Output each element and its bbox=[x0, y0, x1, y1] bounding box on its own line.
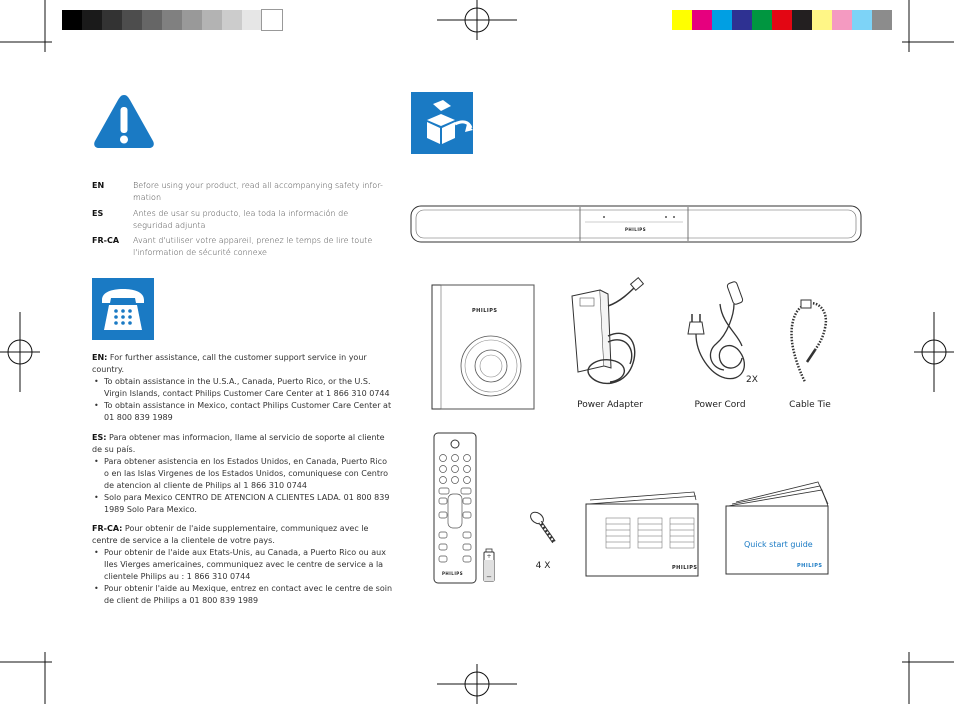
color-swatch bbox=[162, 10, 182, 30]
svg-text:+: + bbox=[486, 553, 492, 560]
battery-image bbox=[483, 548, 495, 582]
power-cord-label: Power Cord bbox=[694, 400, 746, 410]
power-adapter-label: Power Adapter bbox=[577, 400, 643, 410]
support-heading: Para obtener mas informacion, llame al servicio de soporte al cliente de su país. bbox=[92, 433, 385, 454]
lang-code: FR-CA: bbox=[92, 524, 123, 533]
support-list bbox=[92, 547, 392, 607]
subwoofer-image bbox=[431, 284, 535, 412]
list-item: • To obtain assistance in the U.S.A., Canada, Puerto Rico, or the U.S. Virgin Islands, contact Philips Customer Care Center at 1 866 310 0744 bbox=[104, 376, 392, 400]
color-swatch bbox=[672, 10, 692, 30]
color-swatch bbox=[772, 10, 792, 30]
telephone-icon bbox=[92, 278, 154, 340]
support-en bbox=[92, 352, 392, 424]
color-swatch bbox=[82, 10, 102, 30]
lang-code: FR-CA bbox=[92, 236, 120, 245]
color-swatch bbox=[142, 10, 162, 30]
cable-tie-label: Cable Tie bbox=[789, 400, 831, 410]
soundbar-image bbox=[410, 204, 862, 244]
lang-code: ES bbox=[92, 209, 104, 218]
power-adapter-image bbox=[560, 276, 660, 396]
soundbar-brand: PHILIPS bbox=[625, 227, 647, 232]
color-swatch bbox=[852, 10, 872, 30]
safety-text: Avant d'utiliser votre appareil, prenez le temps de lire toute l'information de sécurité connexe bbox=[133, 236, 373, 257]
list-item: • Para obtener asistencia en los Estados Unidos, en Canada, Puerto Rico o en las Islas Virgenes de los Estados Unidos, comuniquese con Centro de atencion al cliente de Philips al 1 866 310 0744 bbox=[104, 456, 392, 492]
color-swatch bbox=[262, 10, 282, 30]
color-swatch bbox=[732, 10, 752, 30]
color-swatch bbox=[792, 10, 812, 30]
color-swatch bbox=[102, 10, 122, 30]
power-cord-qty: 2X bbox=[746, 375, 758, 385]
color-swatch bbox=[242, 10, 262, 30]
color-swatch bbox=[202, 10, 222, 30]
support-heading: For further assistance, call the customer support service in your country. bbox=[92, 353, 367, 374]
list-item: • Solo para Mexico CENTRO DE ATENCION A CLIENTES LADA. 01 800 839 1989 Solo Para Mexico. bbox=[104, 492, 392, 516]
lang-code: EN: bbox=[92, 353, 108, 362]
remote-brand: PHILIPS bbox=[442, 571, 464, 576]
list-item: • Pour obtenir de l'aide aux Etats-Unis, au Canada, a Puerto Rico ou aux Iles Vierges americaines, communiquez avec le centre de service a la clientele Philips au : 1 866 310 0744 bbox=[104, 547, 392, 583]
support-list bbox=[92, 376, 392, 424]
color-swatch bbox=[122, 10, 142, 30]
remote-control-image bbox=[433, 432, 477, 584]
color-swatch bbox=[752, 10, 772, 30]
color-swatch bbox=[872, 10, 892, 30]
support-list bbox=[92, 456, 392, 516]
color-swatch bbox=[832, 10, 852, 30]
svg-text:−: − bbox=[486, 573, 492, 581]
support-heading: Pour obtenir de l'aide supplementaire, communiquez avec le centre de service a la clientele de votre pays. bbox=[92, 524, 369, 545]
screws-qty: 4 X bbox=[535, 561, 551, 571]
subwoofer-brand: PHILIPS bbox=[472, 308, 498, 314]
color-swatch bbox=[812, 10, 832, 30]
color-swatch bbox=[62, 10, 82, 30]
template-brand: PHILIPS bbox=[672, 565, 698, 571]
quick-start-title: Quick start guide bbox=[744, 540, 813, 549]
list-item: • To obtain assistance in Mexico, contact Philips Customer Care Center at 01 800 839 1989 bbox=[104, 400, 392, 424]
color-swatch bbox=[712, 10, 732, 30]
box-contents-icon bbox=[411, 92, 473, 154]
support-es bbox=[92, 432, 392, 516]
list-item: • Pour obtenir l'aide au Mexique, entrez en contact avec le centre de soin de client de Philips a 01 800 839 1989 bbox=[104, 583, 392, 607]
cable-tie-image bbox=[785, 298, 835, 388]
lang-code: EN bbox=[92, 181, 105, 190]
quick-start-guide-image bbox=[722, 476, 832, 576]
lang-code: ES: bbox=[92, 433, 107, 442]
color-swatch bbox=[692, 10, 712, 30]
support-frca bbox=[92, 523, 392, 607]
screw-image bbox=[528, 508, 558, 548]
warning-icon bbox=[92, 92, 156, 150]
safety-text: Before using your product, read all accompanying safety infor-mation bbox=[133, 181, 383, 202]
safety-text: Antes de usar su producto, lea toda la información de seguridad adjunta bbox=[133, 209, 349, 230]
guide-brand: PHILIPS bbox=[797, 563, 823, 569]
color-swatch bbox=[182, 10, 202, 30]
color-swatch bbox=[222, 10, 242, 30]
